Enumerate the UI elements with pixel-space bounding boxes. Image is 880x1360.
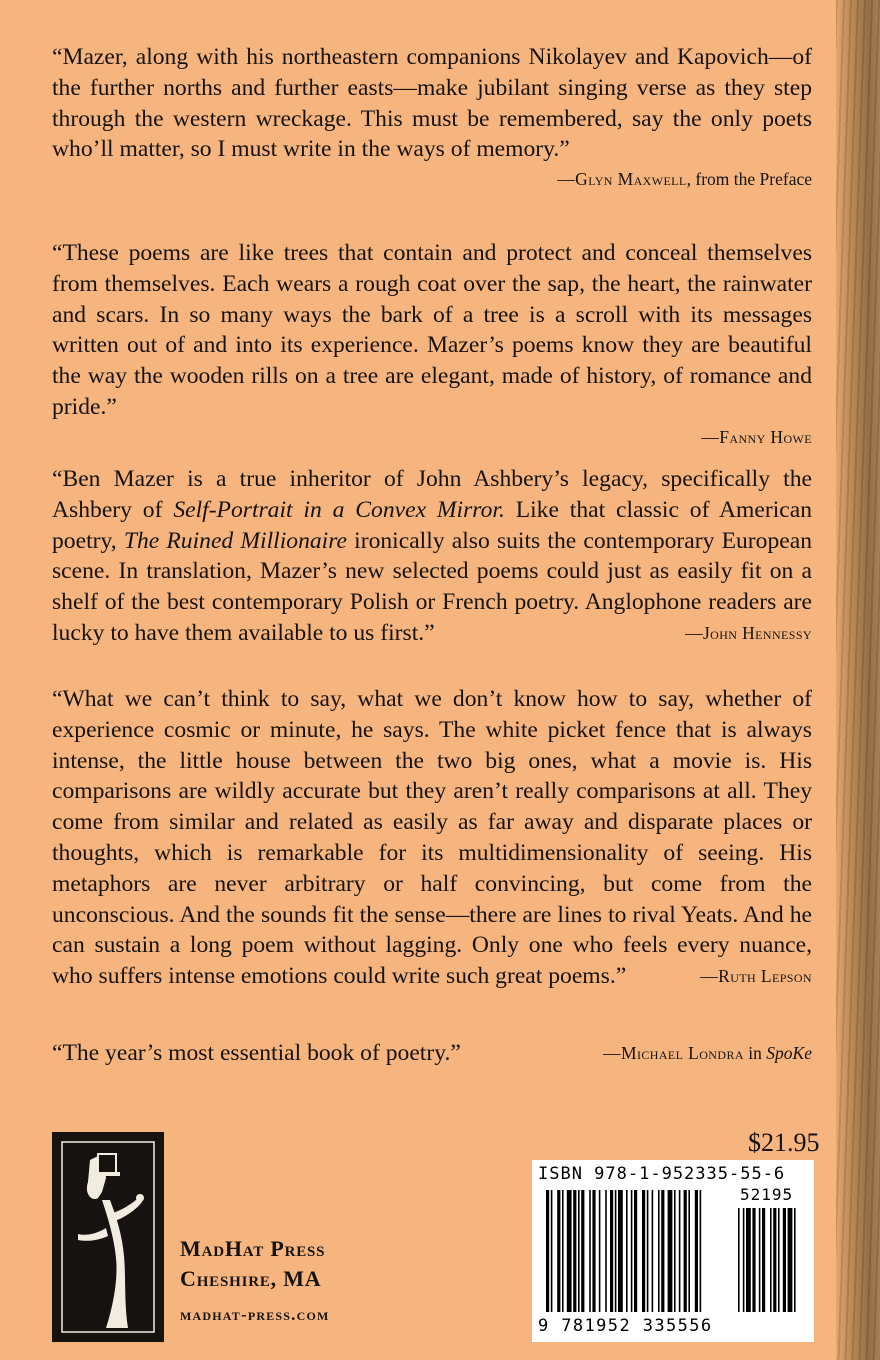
barcode-addon-bar xyxy=(788,1208,793,1312)
barcode-addon-bar xyxy=(738,1208,740,1312)
barcode-addon-bar xyxy=(743,1208,745,1312)
barcode-bar xyxy=(589,1190,591,1312)
barcode-addon-bar xyxy=(773,1208,776,1312)
attribution-suffix: , from the Preface xyxy=(686,169,812,190)
attribution-name: —Fanny Howe xyxy=(701,426,812,447)
barcode-bar xyxy=(658,1190,660,1312)
barcode-bar xyxy=(599,1190,601,1312)
barcode-bar xyxy=(567,1190,572,1312)
barcode-bar xyxy=(684,1190,687,1312)
attribution-name: —Michael Londra xyxy=(603,1043,744,1063)
barcode-addon-bar xyxy=(770,1208,772,1312)
barcode-addon-bar xyxy=(746,1208,751,1312)
blurb-text: “These poems are like trees that contain and protect and conceal themselves from themselves. Each wears a rough coat over the sap, the heart, the rainwater and scars. In so many ways the bark of a tree is a scroll with its messages written out of and into its experience. Mazer’s poems know they are beautiful the way the wooden rills on a tree are elegant, made of history, of romance and pride.” xyxy=(52,240,812,420)
publisher-name: MadHat Press xyxy=(180,1236,326,1261)
isbn-label: ISBN 978-1-952335-55-6 xyxy=(538,1164,786,1184)
blurb-lepson xyxy=(52,684,812,988)
blurb-howe xyxy=(52,238,812,449)
barcode-bar xyxy=(700,1190,702,1312)
publication-name: SpoKe xyxy=(766,1043,812,1063)
barcode-bar xyxy=(592,1190,595,1312)
book-title-italic: The Ruined Millionaire xyxy=(123,527,347,554)
blurb-hennessy xyxy=(52,464,812,645)
blurb-text-part: ironically also suits the contemporary European scene. In translation, Mazer’s new selected poems could just as easily fit on a shelf of the best contemporary Polish or French poetry. Anglophone readers are lucky to have them available to us first.” xyxy=(52,527,812,646)
madhat-logo-icon xyxy=(58,1138,158,1336)
attribution-name: —John Hennessy xyxy=(685,622,812,643)
spine-texture xyxy=(836,0,880,1360)
barcode-bar xyxy=(610,1190,613,1312)
price: $21.95 xyxy=(748,1128,820,1157)
blurb-line xyxy=(52,1038,812,1069)
blurb-attribution xyxy=(603,1038,812,1069)
barcode-bar xyxy=(615,1190,617,1312)
barcode-bar xyxy=(578,1190,580,1312)
barcode-bar xyxy=(618,1190,623,1312)
barcode-bar xyxy=(605,1190,607,1312)
barcode-bar xyxy=(688,1190,690,1312)
blurb-text: “Mazer, along with his northeastern companions Nikolayev and Kapovich—of the further norths and further easts—make jubilant singing verse as they step through the western wreckage. This must be remembered, say the only poets who’ll matter, so I must write in the ways of memory.” xyxy=(52,44,812,163)
book-title-italic: Self-Portrait in a Convex Mirror. xyxy=(173,496,505,523)
blurb-attribution xyxy=(52,167,812,191)
barcode-bar xyxy=(647,1190,649,1312)
barcode-bar xyxy=(634,1190,637,1312)
barcode-bar xyxy=(661,1190,664,1312)
barcode-bar xyxy=(652,1190,654,1312)
barcode-digits: 9 781952 335556 xyxy=(538,1316,713,1336)
barcode-bar xyxy=(546,1190,549,1312)
blurb-text-part: “Ben Mazer is a true inheritor of John Ashbery’s legacy, specifically the Ashbery of xyxy=(52,466,812,523)
blurb-text: “What we can’t think to say, what we don’t know how to say, whether of experience cosmic or minute, he says. The white picket fence that is always intense, the little house between the two big ones, what a movie is. His comparisons are wildly accurate but they aren’t really comparisons at all. They come from similar and related as easily as far away and disparate places or thoughts, which is remarkable for its multidimensionality of seeing. His metaphors are never arbitrary or half convincing, but come from the unconscious. And the sounds fit the sense—there are lines to rival Yeats. And he can sustain a long poem without lagging. Only one who feels every nuance, who suffers intense emotions could write such great poems.” xyxy=(52,686,812,990)
barcode-bar xyxy=(562,1190,564,1312)
barcode-bar xyxy=(581,1190,584,1312)
barcode-addon-bar xyxy=(794,1208,796,1312)
barcode-bar xyxy=(679,1190,681,1312)
barcode xyxy=(532,1160,814,1342)
barcode-addon-bar xyxy=(778,1208,780,1312)
blurb-text-part: Like that classic of American poetry, xyxy=(52,496,813,554)
blurb-attribution xyxy=(52,425,812,449)
attribution-name: —Glyn Maxwell xyxy=(557,169,687,190)
publisher-logo xyxy=(52,1132,164,1342)
barcode-bar xyxy=(674,1190,676,1312)
barcode-addon-bar xyxy=(762,1208,765,1312)
blurb-maxwell xyxy=(52,42,812,191)
publisher-info xyxy=(180,1234,330,1328)
barcode-bar xyxy=(557,1190,560,1312)
publisher-location: Cheshire, MA xyxy=(180,1266,322,1291)
barcode-bars xyxy=(538,1186,808,1316)
price-code: 52195 xyxy=(740,1186,794,1204)
barcode-bar xyxy=(626,1190,628,1312)
barcode-bar xyxy=(695,1190,698,1312)
blurb-londra xyxy=(52,1038,812,1069)
barcode-bar xyxy=(668,1190,673,1312)
barcode-addon-bar xyxy=(759,1208,761,1312)
barcode-addon-bar xyxy=(783,1208,786,1312)
attribution-suffix: in xyxy=(743,1043,767,1063)
barcode-addon-bar xyxy=(752,1208,755,1312)
blurb-text: “The year’s most essential book of poetry.” xyxy=(52,1040,461,1066)
barcode-bar xyxy=(631,1190,633,1312)
barcode-bar xyxy=(573,1190,576,1312)
barcode-bar xyxy=(551,1190,553,1312)
publisher-url[interactable]: madhat-press.com xyxy=(180,1305,330,1324)
attribution-name: —Ruth Lepson xyxy=(700,965,812,986)
barcode-bar xyxy=(642,1190,645,1312)
